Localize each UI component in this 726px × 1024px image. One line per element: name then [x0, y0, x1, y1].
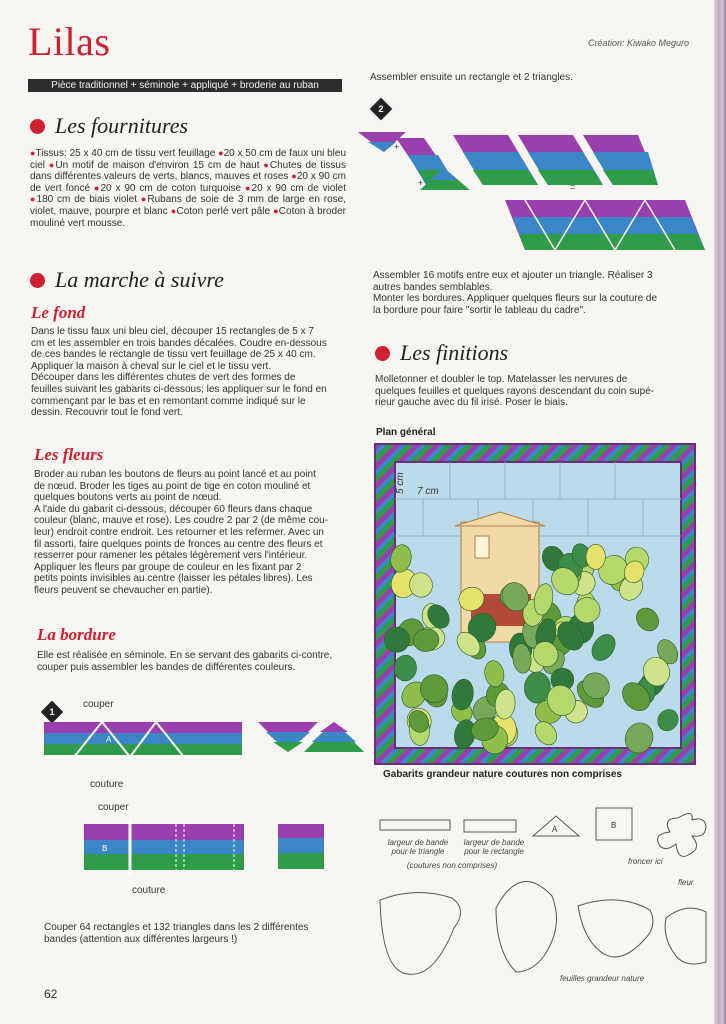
background-text: Dans le tissu faux uni bleu ciel, découper 15 rectangles de 5 x 7 cm et les assembler en trois bandes décalées. Coudre en-dessous de ces bandes le rectangle de tissu vert feuillage de 25 x 40 cm. Appliquer la maison à cheval sur le ciel et le tissu vert. Découper dans les différentes chutes de vert des formes de feuilles suivant les gabarits ci-dessous; les appliquer sur le fond en commençant par le bas et en remontant comme indiqué sur le dessin. Recouvrir tout le fond vert.: [31, 326, 327, 419]
svg-text:+: +: [418, 178, 424, 188]
supplies-list: ●Tissus: 25 x 40 cm de tissu vert feuillage ●20 x 50 cm de faux uni bleu ciel ●Un motif de maison d'environ 15 cm de haut ●Chutes de tissus dans différentes valeurs de verts, blancs, mauves et roses ●20 x 90 cm de vert foncé ●20 x 90 cm de coton turquoise ●20 x 90 cm de violet ●180 cm de biais violet ●Rubans de soie de 3 mm de large en rose, violet, mauve, pourpre et blanc ●Coton perlé vert pâle ●Coton à broder mouliné vert mousse.: [30, 148, 347, 229]
cut-label: couper: [83, 699, 114, 710]
seam-allowance-note: (coutures non comprises): [406, 861, 498, 870]
flower-template-label: fleur: [678, 878, 694, 887]
border-text: Elle est réalisée en séminole. En se servant des gabarits ci-contre, couper puis assembler les bandes de différentes couleurs.: [37, 650, 333, 673]
assemble-text: Assembler ensuite un rectangle et 2 triangles.: [370, 72, 573, 83]
svg-text:+: +: [394, 142, 400, 152]
gather-here-label: froncer ici: [628, 857, 663, 866]
page-title: Lilas: [28, 19, 111, 64]
quilt-plan: [375, 444, 697, 766]
templates-title: Gabarits grandeur nature coutures non comprises: [383, 769, 622, 780]
seminole-strip-b: [84, 824, 246, 872]
band-width-triangle-label: largeur de bande pour le triangle: [387, 838, 449, 856]
seam-label: couture: [90, 779, 124, 790]
cut-rectangle: [278, 824, 326, 870]
flowers-subheading: Les fleurs: [34, 445, 104, 464]
svg-text:B: B: [611, 821, 617, 830]
finishing-heading: Les finitions: [375, 340, 508, 366]
svg-text:A: A: [552, 825, 558, 834]
svg-text:=: =: [570, 182, 576, 192]
plan-title: Plan général: [376, 427, 436, 438]
cut-label-2: couper: [98, 802, 129, 813]
seminole-triangles: [258, 722, 364, 754]
technique-banner: Pièce traditionnel + séminole + appliqué + broderie au ruban: [28, 79, 342, 92]
instructions-heading: La marche à suivre: [30, 267, 224, 293]
svg-text:B: B: [102, 844, 108, 853]
svg-text:7 cm: 7 cm: [417, 486, 439, 497]
assemble-16-text: Assembler 16 motifs entre eux et ajouter un triangle. Réaliser 3 autres bandes semblables. Monter les bordures. Appliquer quelques fleurs sur la couture de la bordure pour faire "sortir le tableau du cadre".: [373, 270, 658, 316]
flowers-text: Broder au ruban les boutons de fleurs au point lancé et au point de nœud. Broder les tiges au point de tige en coton mouliné et quelques boutons verts au point de nœud. A l'aide du gabarit ci-dessous, découper 60 fleurs dans chaque couleur (blanc, mauve et rose). Les coudre 2 par 2 (de même cou- leur) endroit contre endroit. Les retourner et les refermer. Avec un fil assorti, faire quelques points de fronces au centre des fleurs et resserrer pour ramener les pétales légèrement vers l'intérieur. Appliquer les fleurs par groupe de couleur en les fixant par 2 petits points invisibles au centre (laisser les pétales libres). Les fleurs peuvent se chevaucher en partie).: [34, 469, 329, 596]
seam-label-2: couture: [132, 885, 166, 896]
bullet-dot-icon: [30, 119, 45, 134]
seminole-assembled-band: [505, 200, 710, 252]
svg-text:5 cm: 5 cm: [395, 472, 406, 494]
finishing-text: Molletonner et doubler le top. Matelasser les nervures de quelques feuilles et quelques rayons descendant du coin supé- rieur gauche avec du fil irisé. Poser le biais.: [375, 374, 655, 409]
leaf-applique: [586, 544, 606, 569]
bullet-dot-icon: [30, 273, 45, 288]
seminole-strip-a: [44, 722, 244, 757]
cut-instructions: Couper 64 rectangles et 132 triangles dans les 2 différentes bandes (attention aux différentes largeurs !): [44, 922, 309, 945]
design-credit: Création: Kiwako Meguro: [588, 38, 690, 48]
band-width-rectangle-label: largeur de bande pour le rectangle: [463, 838, 525, 856]
background-subheading: Le fond: [31, 303, 86, 322]
seminole-assembly-row: [358, 130, 668, 200]
svg-text:A: A: [106, 735, 112, 744]
bullet-dot-icon: [375, 346, 390, 361]
leaf-templates-label: feuilles grandeur nature: [560, 974, 645, 983]
supplies-heading: Les fournitures: [30, 113, 188, 139]
border-subheading: La bordure: [37, 625, 116, 644]
page-number: 62: [44, 987, 58, 1001]
